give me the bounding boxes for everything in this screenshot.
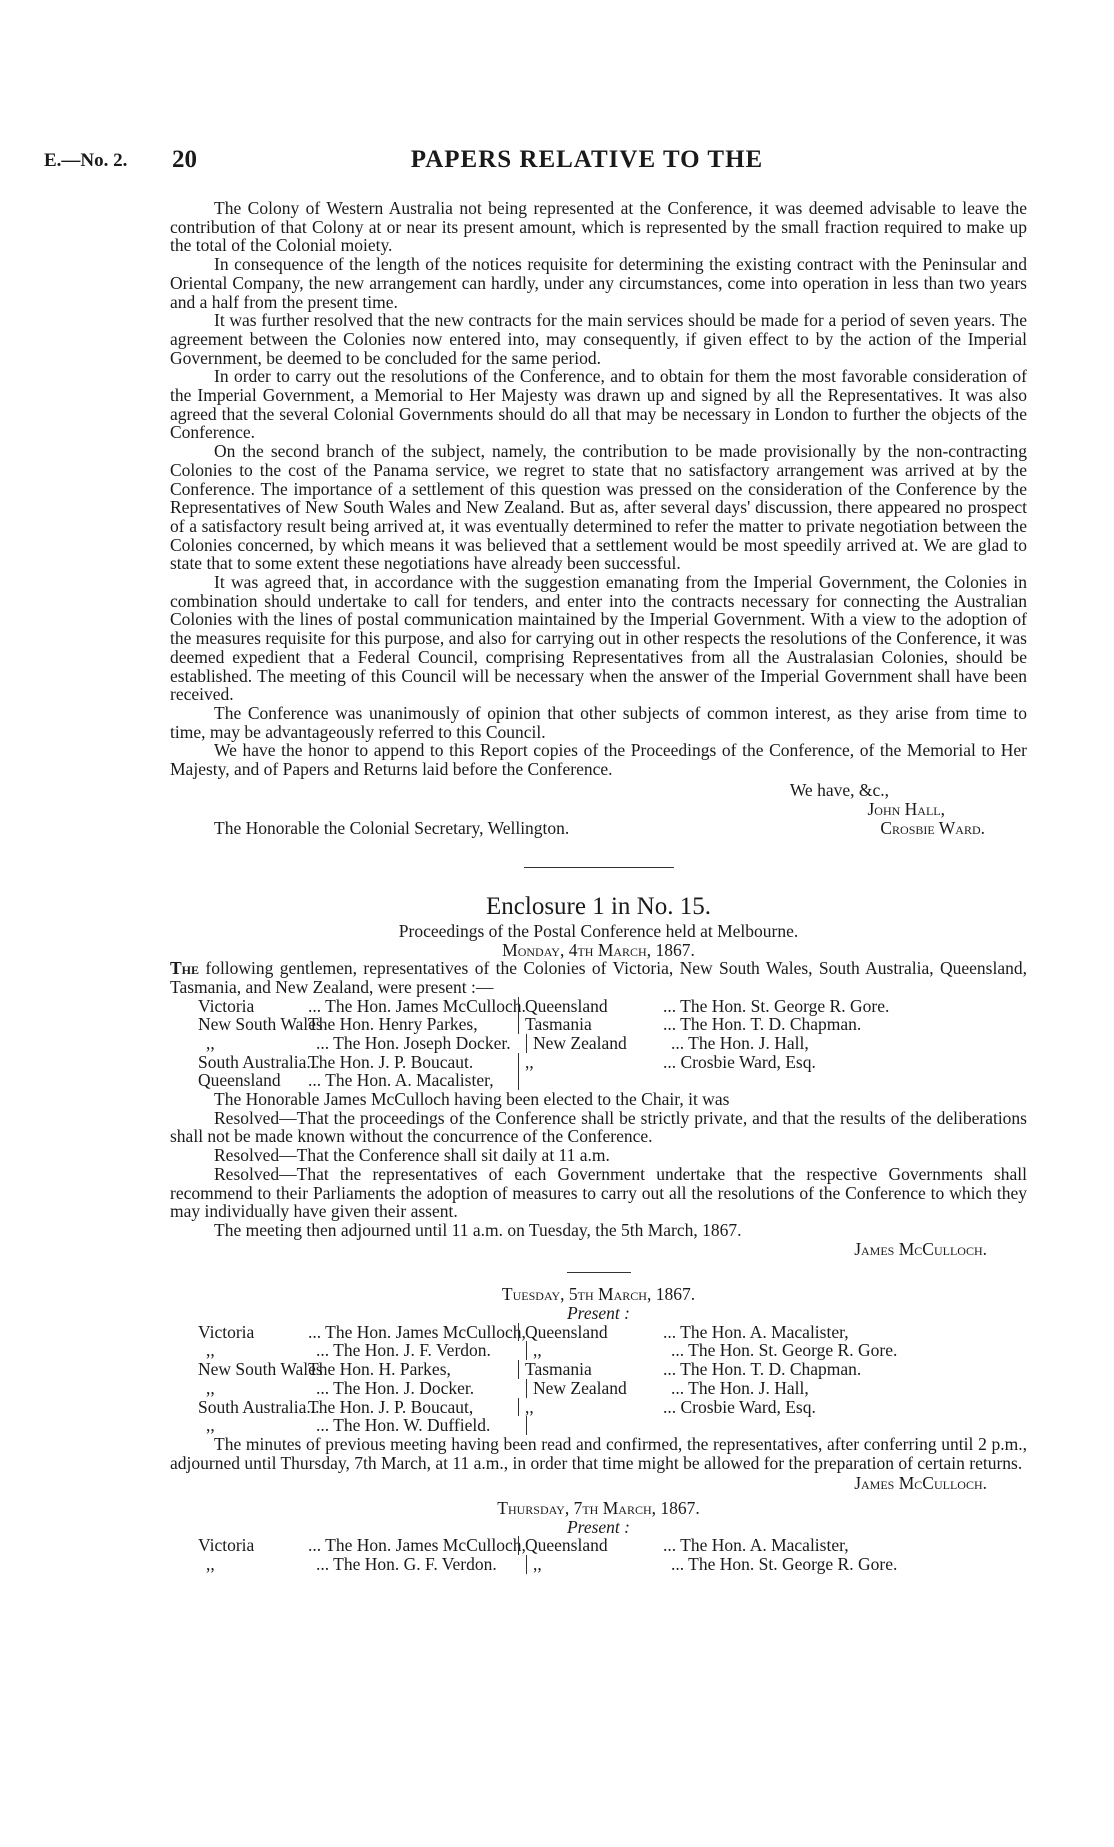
- section-divider: [524, 867, 674, 868]
- signatory-name: Crosbie Ward.: [880, 817, 985, 838]
- table-row: ,, ... The Hon. J. Docker. New Zealand ... The Hon. J. Hall,: [206, 1377, 809, 1398]
- signatory-name: John Hall,: [867, 798, 945, 819]
- chair-signature: James McCulloch.: [854, 1473, 987, 1494]
- paragraph: The Conference was unanimously of opinion that other subjects of common interest, as they arise from time to time, may be advantageously referred to this Council.: [170, 702, 1027, 742]
- table-row: New South Wales The Hon. H. Parkes, Tasmania ... The Hon. T. D. Chapman.: [198, 1359, 862, 1380]
- present-heading: Present :: [566, 1303, 630, 1324]
- meeting-date: Thursday, 7th March, 1867.: [497, 1498, 700, 1519]
- representatives-table: [198, 1536, 1027, 1573]
- minute-text: The meeting then adjourned until 11 a.m. on Tuesday, the 5th March, 1867.: [214, 1219, 742, 1240]
- table-row: ,, ... The Hon. Joseph Docker. New Zealand ... The Hon. J. Hall,: [206, 1032, 809, 1053]
- closing-phrase: We have, &c.,: [789, 779, 889, 800]
- paragraph: In consequence of the length of the notices requisite for determining the existing contract with the Peninsular and Oriental Company, the new arrangement can hardly, under any circumstances, come into operation in less than two years and a half from the present time.: [170, 254, 1027, 312]
- paragraph: It was further resolved that the new contracts for the main services should be made for a period of seven years. The agreement between the Colonies now entered into, may consequently, if given effect to by the action of the Imperial Government, be deemed to be concluded for the same period.: [170, 310, 1027, 368]
- running-title: PAPERS RELATIVE TO THE: [410, 146, 764, 173]
- table-row: South Australia... The Hon. J. P. Boucaut. ,, ... Crosbie Ward, Esq.: [198, 1051, 816, 1072]
- paragraph: On the second branch of the subject, namely, the contribution to be made provisionally by the non-contracting Colonies to the cost of the Panama service, we regret to state that no satisfactory arrangement was arrived at by the Conference. The importance of a settlement of this question was pressed on the consideration of the Conference by the Representatives of New South Wales and New Zealand. But as, after several days' discussion, there appeared no prospect of a satisfactory result being arrived at, it was eventually determined to refer the matter to private negotiation between the Colonies concerned, by which means it was believed that a settlement would be most speedily arrived at. We are glad to state that to some extent these negotiations have already been successful.: [170, 441, 1027, 574]
- paragraph: It was agreed that, in accordance with the suggestion emanating from the Imperial Government, the Colonies in combination should undertake to call for tenders, and enter into the contracts necessary for connecting the Australian Colonies with the lines of postal communication maintained by the Imperial Government. With a view to the adoption of the measures requisite for this purpose, and also for carrying out in other respects the resolutions of the Conference, it was deemed expedient that a Federal Council, comprising Representatives from all the Australasian Colonies, should be established. The meeting of this Council will be necessary when the answer of the Imperial Government shall have been received.: [170, 572, 1027, 705]
- minute-text: The Honorable James McCulloch having been elected to the Chair, it was: [214, 1089, 730, 1110]
- resolution-text: Resolved—That the Conference shall sit daily at 11 a.m.: [214, 1145, 610, 1166]
- table-row: Queensland ... The Hon. A. Macalister,: [198, 1071, 1027, 1090]
- meeting-date: Tuesday, 5th March, 1867.: [501, 1284, 696, 1305]
- representatives-table: [198, 997, 1027, 1090]
- table-row: New South Wales The Hon. Henry Parkes, Tasmania ... The Hon. T. D. Chapman.: [198, 1014, 862, 1035]
- signoff-block: [170, 781, 1027, 843]
- page-number: 20: [172, 146, 197, 173]
- table-row: ,, ... The Hon. G. F. Verdon. ,, ... The Hon. St. George R. Gore.: [206, 1554, 898, 1575]
- present-heading: Present :: [566, 1516, 630, 1537]
- intro-lead-word: The: [170, 958, 200, 979]
- paragraph: The Colony of Western Australia not being represented at the Conference, it was deemed advisable to leave the contribution of that Colony at or near its present amount, which is represented by the small fraction required to make up the total of the Colonial moiety.: [170, 198, 1027, 256]
- meeting-date: Monday, 4th March, 1867.: [502, 939, 695, 960]
- page-header: [0, 146, 1114, 186]
- resolution-text: Resolved—That the representatives of each Government undertake that the respective Governments shall recommend to their Parliaments the adoption of measures to carry out all the resolutions of the Conference to which they may individually have given their assent.: [170, 1163, 1027, 1222]
- enclosure-subtitle: Proceedings of the Postal Conference held at Melbourne.: [398, 920, 799, 941]
- minute-text: The minutes of previous meeting having been read and confirmed, the representatives, after conferring until 2 p.m., adjourned until Thursday, 7th March, at 11 a.m., in order that time might be allowed for the preparation of certain returns.: [170, 1433, 1027, 1473]
- addressee: The Honorable the Colonial Secretary, Wellington.: [214, 817, 570, 838]
- table-row: Victoria ... The Hon. James McCulloch, Queensland ... The Hon. A. Macalister,: [198, 1535, 849, 1556]
- section-divider: [567, 1272, 631, 1273]
- representatives-table: [198, 1323, 1027, 1435]
- table-row: Victoria ... The Hon. James McCulloch. Queensland ... The Hon. St. George R. Gore.: [198, 995, 890, 1016]
- resolution-text: Resolved—That the proceedings of the Conference shall be strictly private, and that the results of the deliberations shall not be made known without the concurrence of the Conference.: [170, 1107, 1027, 1147]
- chair-signature: James McCulloch.: [854, 1238, 987, 1259]
- enclosure-title: Enclosure 1 in No. 15.: [486, 892, 711, 920]
- report-body: [170, 199, 1027, 1574]
- table-row: ,, ... The Hon. W. Duffield.: [198, 1416, 1027, 1435]
- table-row: Victoria ... The Hon. James McCulloch, Queensland ... The Hon. A. Macalister,: [198, 1321, 849, 1342]
- attendance-intro: [170, 959, 1027, 996]
- document-reference: E.—No. 2.: [44, 150, 128, 171]
- table-row: South Australia... The Hon. J. P. Boucaut, ,, ... Crosbie Ward, Esq.: [198, 1396, 816, 1417]
- intro-text: following gentlemen, representatives of the Colonies of Victoria, New South Wales, South Australia, Queensland, Tasmania, and New Zealand, were present :—: [170, 958, 1027, 997]
- table-row: ,, ... The Hon. J. F. Verdon. ,, ... The Hon. St. George R. Gore.: [206, 1340, 898, 1361]
- paragraph: We have the honor to append to this Report copies of the Proceedings of the Conference, of the Memorial to Her Majesty, and of Papers and Returns laid before the Conference.: [170, 740, 1027, 780]
- paragraph: In order to carry out the resolutions of the Conference, and to obtain for them the most favorable consideration of the Imperial Government, a Memorial to Her Majesty was drawn up and signed by all the Representatives. It was also agreed that the several Colonial Governments should do all that may be necessary in London to further the objects of the Conference.: [170, 366, 1027, 443]
